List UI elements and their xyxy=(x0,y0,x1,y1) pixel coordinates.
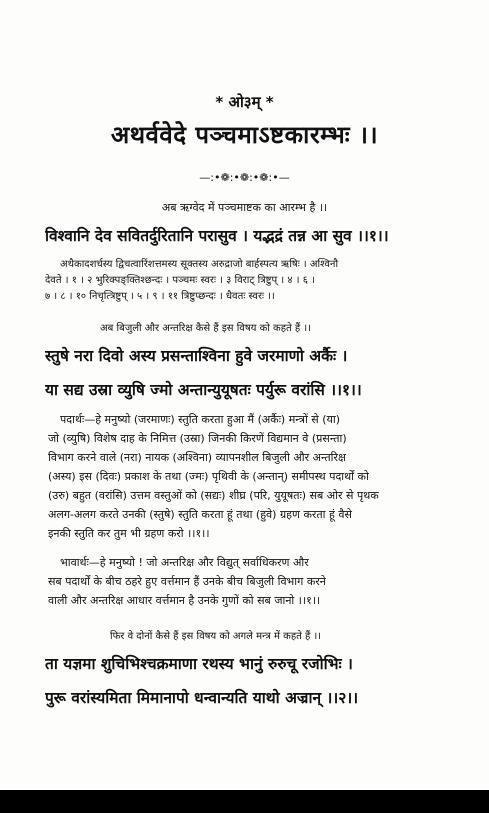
bhavartha-line-1: भावार्थः—हे मनुष्यो ! जो अन्तरिक्ष और विद्युत् सर्वाधिकरण और xyxy=(60,556,309,569)
om-heading: * ओ३म् * xyxy=(215,93,274,111)
mantra-1-line-2: या सद्य उस्रा व्युषि ज्मो अन्तान्युयूषतः पर्युरू वरांसि ।।१।। xyxy=(45,381,362,399)
question-line-2: फिर वे दोनों कैसे हैं इस विषय को अगले मन्त्र में कहते हैं ।। xyxy=(110,631,322,642)
bhavartha-line-3: वाली और अन्तरिक्ष आधार वर्त्तमान है उनके गुणों को सब जानो ।।१।। xyxy=(48,594,321,607)
padartha-line-7: इनकी स्तुति कर तुम भी ग्रहण करो ।।१।। xyxy=(48,527,210,540)
intro-line: अब ऋग्वेद में पञ्चमाष्टक का आरम्भ है ।। xyxy=(161,201,328,214)
ornamental-divider: —:•❁:•❁:•❁:•— xyxy=(199,171,290,184)
rishi-line-3: ७ । ८ । १० निचृत्त्रिष्टुप् । ५ । ९ । ११ त्रिष्टुप्छन्दः । धैवतः स्वरः ।। xyxy=(45,291,275,302)
padartha-line-4: (अस्य) इस (दिवः) प्रकाश के तथा (ज्मः) पृथिवी के (अन्तान्) समीपस्थ पदार्थों को xyxy=(48,470,369,483)
page-title: अथर्ववेदे पञ्चमाऽष्टकारम्भः ।। xyxy=(110,121,379,149)
mantra-invocation: विश्वानि देव सवितर्दुरितानि परासुव । यद्भद्रं तन्न आ सुव ।।१।। xyxy=(45,227,389,245)
bottom-black-bar xyxy=(0,790,489,813)
mantra-1-line-1: स्तुषे नरा दिवो अस्य प्रसन्ताश्विना हुवे जरमाणो अर्कैः । xyxy=(45,347,348,365)
padartha-line-5: (उरु) बहुत (वरांसि) उत्तम वस्तुओं को (सद्यः) शीघ्र (परि, युयूषतः) सब ओर से पृथक xyxy=(48,489,379,502)
mantra-2-line-1: ता यज्ञमा शुचिभिश्चक्रमाणा रथस्य भानुं रुरुचू रजोभिः । xyxy=(45,655,353,673)
padartha-line-2: जो (व्युषि) विशेष दाह के निमित्त (उस्रा) जिनकी किरणें विद्यमान वे (प्रसन्ता) xyxy=(48,432,347,445)
padartha-line-1: पदार्थः—हे मनुष्यो (जरमाणः) स्तुति करता हुआ मैं (अर्कैः) मन्त्रों से (या) xyxy=(60,413,341,426)
rishi-line-2: देवते । १ । २ भुरिक्पङ्क्तिश्छन्दः । पञ्चमः स्वरः । ३ विराट् त्रिष्टुप् । ४ । ६ । xyxy=(45,275,315,286)
question-line-1: अब बिजुली और अन्तरिक्ष कैसे हैं इस विषय को कहते हैं ।। xyxy=(100,323,311,334)
rishi-line-1: अथैकादशर्चस्य द्विचत्वारिंशत्तमस्य सूक्तस्य अरुद्राजो बार्हस्पत्य ऋषिः । अश्विनौ xyxy=(60,259,339,270)
padartha-line-6: अलग-अलग करते उनकी (स्तुषे) स्तुति करता हूं तथा (हुवे) ग्रहण करता हूं वैसे xyxy=(48,508,352,521)
bhavartha-line-2: सब पदार्थों के बीच ठहरे हुए वर्त्तमान हैं उनके बीच बिजुली विभाग करने xyxy=(48,575,326,588)
padartha-line-3: विभाग करने वाले (नरा) नायक (अश्विना) व्यापनशील बिजुली और अन्तरिक्ष xyxy=(48,451,346,464)
mantra-2-line-2: पुरू वरांस्यमिता मिमानापो धन्वान्यति याथो अज्रान् ।।२।। xyxy=(45,689,359,707)
